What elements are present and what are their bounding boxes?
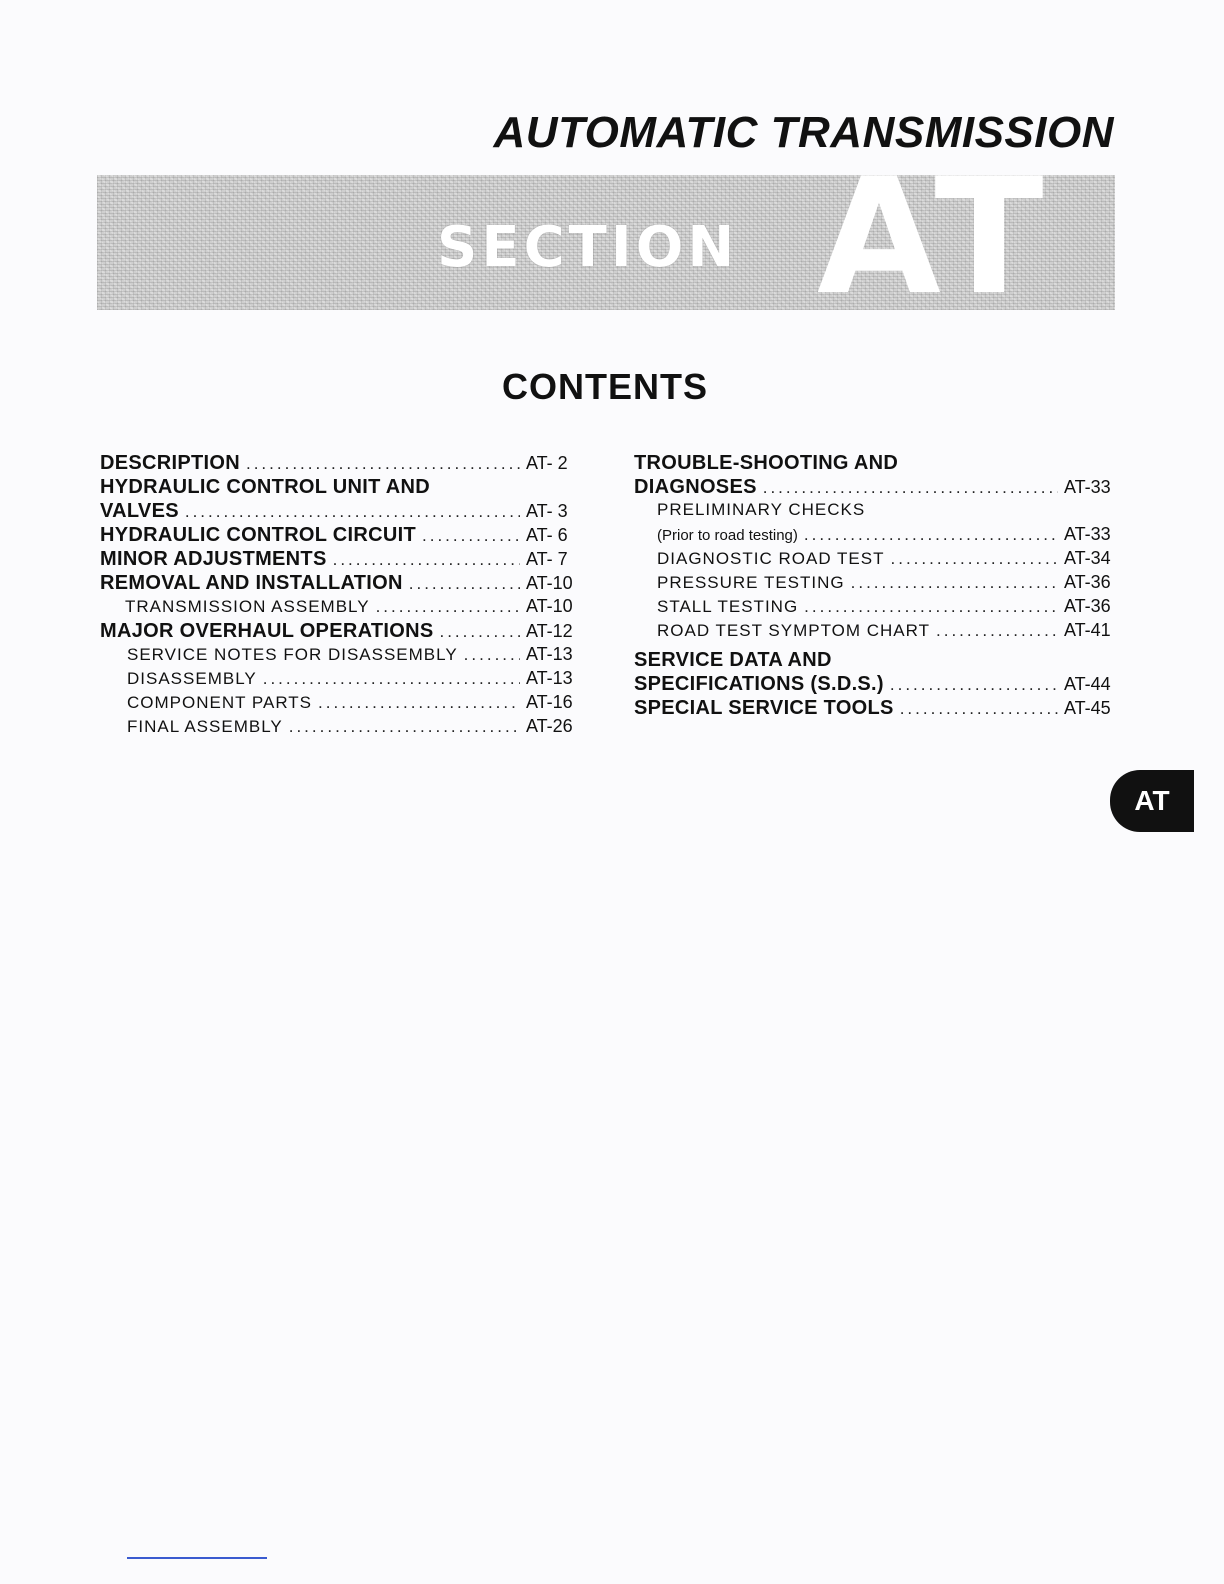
toc-entry-label: TRANSMISSION ASSEMBLY [125,597,370,616]
toc-entry-page: AT- 2 [526,453,568,473]
toc-leader-dots [464,645,520,665]
banner-section-code: AT [817,175,1050,310]
toc-entry-special-service-tools[interactable] [634,697,1116,721]
toc-entry-page: AT-34 [1064,548,1111,568]
toc-leader-dots [376,597,520,617]
toc-entry-label: FINAL ASSEMBLY [127,717,283,736]
toc-leader-dots [185,502,520,522]
toc-leader-dots [409,574,520,594]
toc-entry-prior-to-road-testing[interactable] [634,524,1116,548]
toc-entry-label: SPECIAL SERVICE TOOLS [634,697,894,719]
toc-left-column [100,452,578,740]
toc-entry-label: SERVICE DATA AND [634,649,832,671]
toc-leader-dots [318,693,520,713]
toc-entry-label: PRESSURE TESTING [657,573,845,592]
toc-entry-hydraulic-control-circuit[interactable] [100,524,578,548]
toc-entry-label: DESCRIPTION [100,452,240,474]
toc-entry-description[interactable] [100,452,578,476]
toc-entry-page: AT-13 [526,668,573,688]
banner-section-word: SECTION [437,215,739,280]
toc-entry-hydraulic-control-unit[interactable] [100,476,578,500]
toc-entry-page: AT- 7 [526,549,568,569]
toc-leader-dots [804,597,1058,617]
toc-leader-dots [289,717,520,737]
contents-heading: CONTENTS [502,366,708,407]
toc-entry-stall-testing[interactable] [634,596,1116,620]
toc-entry-label: VALVES [100,500,179,522]
toc-entry-page: AT- 6 [526,525,568,545]
toc-leader-dots [900,699,1058,719]
toc-entry-removal-installation[interactable] [100,572,578,596]
toc-leader-dots [422,526,520,546]
toc-entry-label: REMOVAL AND INSTALLATION [100,572,403,594]
toc-entry-final-assembly[interactable] [100,716,578,740]
toc-entry-label: STALL TESTING [657,597,799,616]
toc-entry-label: PRELIMINARY CHECKS [657,500,866,519]
toc-entry-page: AT-41 [1064,620,1111,640]
toc-entry-page: AT-36 [1064,572,1111,592]
toc-entry-transmission-assembly[interactable] [100,596,578,620]
toc-entry-disassembly[interactable] [100,668,578,692]
toc-entry-page: AT-33 [1064,524,1111,544]
toc-entry-page: AT-36 [1064,596,1111,616]
toc-leader-dots [763,478,1058,498]
toc-entry-page: AT-12 [526,621,573,641]
footer-divider [127,1557,267,1559]
toc-entry-label: COMPONENT PARTS [127,693,313,712]
toc-entry-service-notes[interactable] [100,644,578,668]
toc-leader-dots [246,454,520,474]
toc-leader-dots [439,622,520,642]
toc-entry-label: SPECIFICATIONS (S.D.S.) [634,673,884,695]
toc-leader-dots [804,525,1058,545]
toc-entry-label: DIAGNOSES [634,476,757,498]
toc-entry-page: AT-33 [1064,477,1111,497]
toc-entry-diagnostic-road-test[interactable] [634,548,1116,572]
toc-entry-preliminary-checks[interactable] [634,500,1116,524]
toc-entry-page: AT-10 [526,596,573,616]
section-banner [97,175,1115,310]
toc-entry-label: HYDRAULIC CONTROL UNIT AND [100,476,431,498]
toc-entry-trouble-shooting[interactable] [634,452,1116,476]
section-tab-badge[interactable]: AT [1110,770,1194,832]
toc-leader-dots [936,621,1058,641]
page-title: AUTOMATIC TRANSMISSION [493,108,1114,157]
toc-entry-road-test-symptom-chart[interactable] [634,620,1116,644]
toc-entry-label: SERVICE NOTES FOR DISASSEMBLY [127,645,458,664]
toc-entry-label: TROUBLE-SHOOTING AND [634,452,899,474]
toc-entry-page: AT-45 [1064,698,1111,718]
toc-leader-dots [851,573,1058,593]
toc-entry-label: MAJOR OVERHAUL OPERATIONS [100,620,434,642]
toc-entry-valves[interactable] [100,500,578,524]
toc-entry-label: (Prior to road testing) [657,527,798,544]
toc-entry-page: AT-26 [526,716,573,736]
toc-entry-major-overhaul[interactable] [100,620,578,644]
toc-entry-label: DIAGNOSTIC ROAD TEST [657,549,885,568]
toc-leader-dots [890,675,1058,695]
toc-leader-dots [263,669,520,689]
toc-right-column [634,452,1116,721]
toc-entry-specifications[interactable] [634,673,1116,697]
toc-entry-page: AT-13 [526,644,573,664]
toc-entry-page: AT-44 [1064,674,1111,694]
toc-entry-minor-adjustments[interactable] [100,548,578,572]
toc-entry-diagnoses[interactable] [634,476,1116,500]
toc-entry-label: HYDRAULIC CONTROL CIRCUIT [100,524,417,546]
toc-entry-service-data[interactable] [634,649,1116,673]
toc-entry-component-parts[interactable] [100,692,578,716]
toc-entry-page: AT-16 [526,692,573,712]
toc-entry-label: DISASSEMBLY [127,669,257,688]
toc-leader-dots [333,550,520,570]
toc-entry-label: ROAD TEST SYMPTOM CHART [657,621,931,640]
toc-entry-page: AT- 3 [526,501,568,521]
toc-entry-label: MINOR ADJUSTMENTS [100,548,327,570]
toc-entry-page: AT-10 [526,573,573,593]
toc-leader-dots [891,549,1059,569]
toc-entry-pressure-testing[interactable] [634,572,1116,596]
